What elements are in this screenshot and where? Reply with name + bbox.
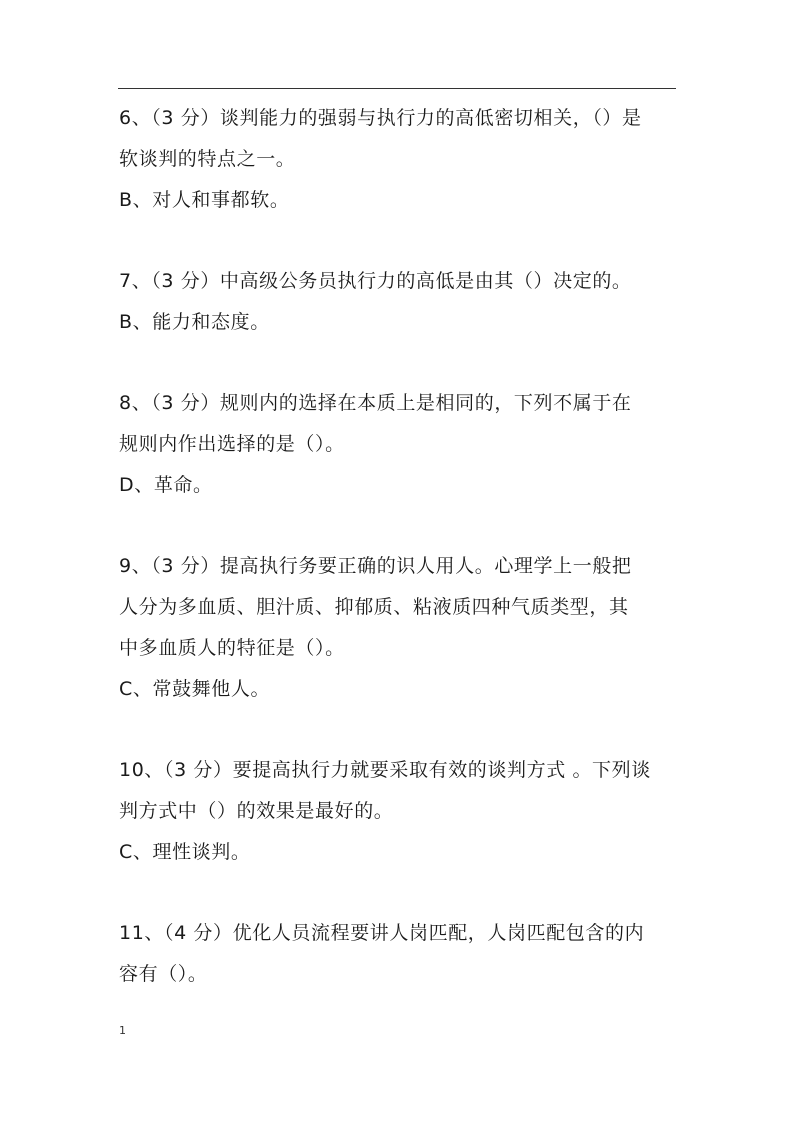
question-text-line: 11、（4 分）优化人员流程要讲人岗匹配，人岗匹配包含的内 <box>119 922 645 944</box>
answer-text: B、能力和态度。 <box>119 311 270 333</box>
header-rule <box>118 88 676 89</box>
question-text-line: 7、（3 分）中高级公务员执行力的高低是由其（）决定的。 <box>119 270 632 292</box>
answer-text: B、对人和事都软。 <box>119 189 290 211</box>
question-text-line: 人分为多血质、胆汁质、抑郁质、粘液质四种气质类型，其 <box>119 596 629 618</box>
question-11 <box>119 913 679 995</box>
question-10 <box>119 750 679 873</box>
question-text-line: 中多血质人的特征是（）。 <box>119 637 345 659</box>
question-6 <box>119 98 679 221</box>
question-text-line: 规则内作出选择的是（）。 <box>119 433 345 455</box>
answer-text: D、革命。 <box>119 474 213 496</box>
answer-text: C、常鼓舞他人。 <box>119 678 271 700</box>
question-8 <box>119 383 679 506</box>
page-number: 1 <box>119 1024 126 1037</box>
question-text-line: 6、（3 分）谈判能力的强弱与执行力的高低密切相关，（）是 <box>119 107 642 129</box>
question-text-line: 判方式中（）的效果是最好的。 <box>119 800 394 822</box>
question-text-line: 8、（3 分）规则内的选择在本质上是相同的，下列不属于在 <box>119 392 632 414</box>
answer-text: C、理性谈判。 <box>119 841 251 863</box>
question-7 <box>119 261 679 343</box>
question-text-line: 10、（3 分）要提高执行力就要采取有效的谈判方式 。下列谈 <box>119 759 651 781</box>
question-text-line: 软谈判的特点之一。 <box>119 148 296 170</box>
question-text-line: 9、（3 分）提高执行务要正确的识人用人。心理学上一般把 <box>119 555 632 577</box>
question-text-line: 容有（）。 <box>119 963 208 985</box>
document-body <box>119 98 679 1035</box>
question-9 <box>119 546 679 710</box>
